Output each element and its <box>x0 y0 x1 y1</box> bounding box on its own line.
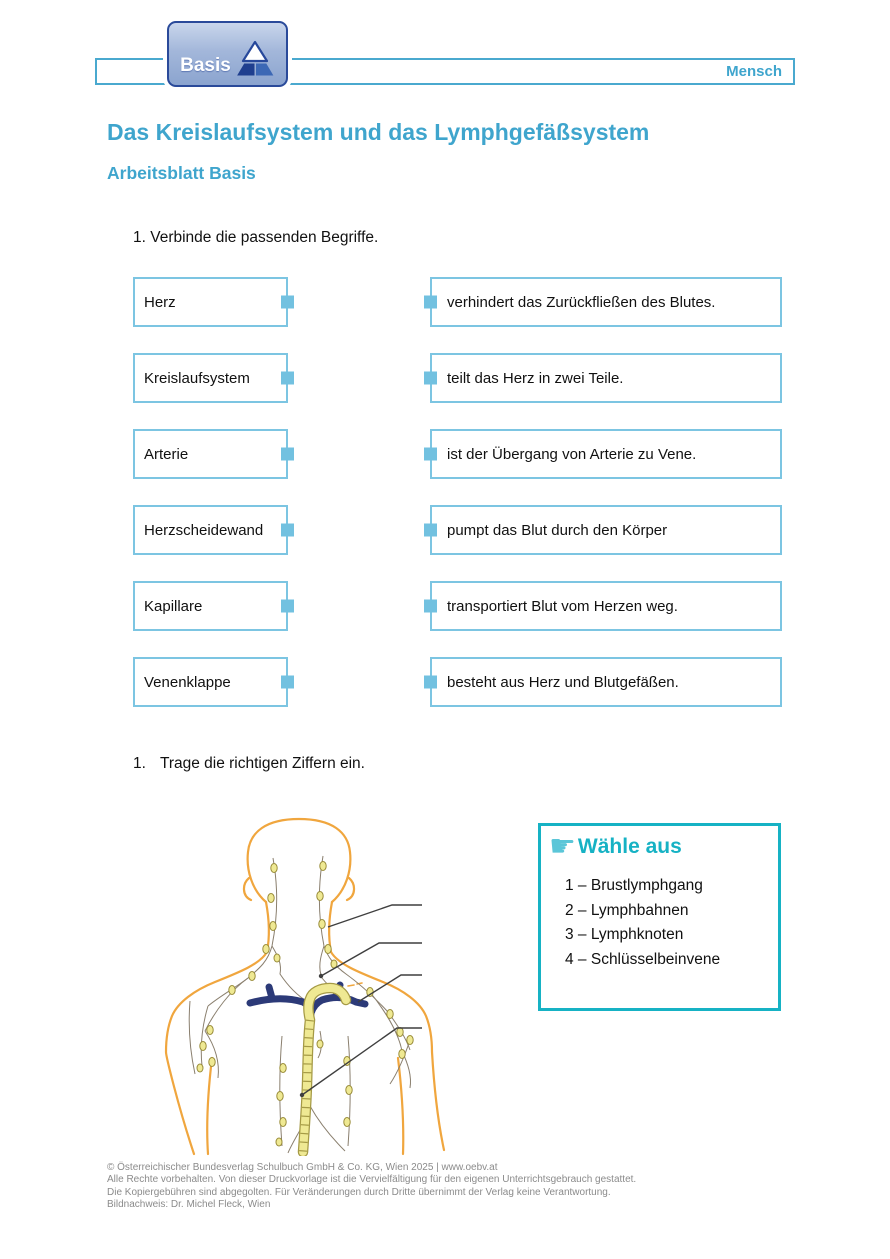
match-row <box>133 581 782 631</box>
connector-dot[interactable] <box>281 676 294 689</box>
choice-box <box>538 823 781 1011</box>
choice-item: 1 – Brustlymphgang <box>565 877 703 894</box>
definition-box-2[interactable] <box>430 353 782 403</box>
connector-dot[interactable] <box>424 676 437 689</box>
definition-box-1[interactable] <box>430 277 782 327</box>
definition-box-6[interactable] <box>430 657 782 707</box>
term-box-herzscheidewand[interactable] <box>133 505 288 555</box>
page-title: Das Kreislaufsystem und das Lymphgefäßsystem <box>107 119 650 145</box>
definition-label: besteht aus Herz und Blutgefäßen. <box>447 673 679 691</box>
choice-item: 4 – Schlüsselbeinvene <box>565 950 721 968</box>
definition-label: verhindert das Zurückfließen des Blutes. <box>447 293 716 311</box>
connector-dot[interactable] <box>424 372 437 385</box>
connector-dot[interactable] <box>281 372 294 385</box>
term-label: Arterie <box>144 445 189 463</box>
footer-line: Die Kopiergebühren sind abgegolten. Für Veränderungen durch Dritte übernimmt der Verlag keine Verantwortung. <box>107 1186 611 1198</box>
match-row <box>133 353 782 403</box>
connector-dot[interactable] <box>281 296 294 309</box>
definition-label: transportiert Blut vom Herzen weg. <box>447 597 678 615</box>
choice-item: 2 – Lymphbahnen <box>565 901 689 919</box>
basis-pyramid-icon <box>235 40 275 78</box>
connector-dot[interactable] <box>281 600 294 613</box>
matching-exercise <box>133 277 782 707</box>
definition-label: teilt das Herz in zwei Teile. <box>447 369 624 387</box>
page-subtitle: Arbeitsblatt Basis <box>107 163 256 183</box>
lymphatic-system-diagram <box>160 806 460 1156</box>
basis-logo-label: Basis <box>180 55 231 76</box>
match-row <box>133 429 782 479</box>
footer-line: Alle Rechte vorbehalten. Von dieser Druckvorlage ist die Vervielfältigung für den eigenen Unterrichtsgebrauch gestattet. <box>107 1174 637 1186</box>
term-box-venenklappe[interactable] <box>133 657 288 707</box>
basis-logo <box>167 21 288 87</box>
term-box-kapillare[interactable] <box>133 581 288 631</box>
exercise2-text: Trage die richtigen Ziffern ein. <box>159 755 365 772</box>
choice-item: 3 – Lymphknoten <box>565 926 684 944</box>
definition-box-3[interactable] <box>430 429 782 479</box>
connector-dot[interactable] <box>424 524 437 537</box>
definition-box-5[interactable] <box>430 581 782 631</box>
choice-item-list <box>565 874 778 972</box>
term-label: Herzscheidewand <box>144 521 264 539</box>
term-label: Kreislaufsystem <box>144 369 250 387</box>
definition-label: pumpt das Blut durch den Körper <box>447 521 668 539</box>
connector-dot[interactable] <box>424 296 437 309</box>
pointing-hand-icon: ☛ <box>549 830 576 863</box>
chapter-label: Mensch <box>726 63 782 80</box>
term-label: Kapillare <box>144 597 203 615</box>
choice-box-header <box>549 832 778 862</box>
match-row <box>133 277 782 327</box>
term-box-kreislaufsystem[interactable] <box>133 353 288 403</box>
match-row <box>133 505 782 555</box>
term-box-herz[interactable] <box>133 277 288 327</box>
exercise1-instruction: 1. Verbinde die passenden Begriffe. <box>133 229 379 246</box>
footer-line: © Österreichischer Bundesverlag Schulbuch GmbH & Co. KG, Wien 2025 | www.oebv.at <box>107 1162 498 1173</box>
term-label: Venenklappe <box>144 673 231 691</box>
footer-imprint <box>107 1162 636 1212</box>
definition-box-4[interactable] <box>430 505 782 555</box>
connector-dot[interactable] <box>281 448 294 461</box>
term-box-arterie[interactable] <box>133 429 288 479</box>
footer-line: Bildnachweis: Dr. Michel Fleck, Wien <box>107 1199 271 1211</box>
connector-dot[interactable] <box>424 600 437 613</box>
exercise2-instruction <box>133 755 365 773</box>
match-row <box>133 657 782 707</box>
exercise2-number: 1. <box>133 755 146 772</box>
connector-dot[interactable] <box>424 448 437 461</box>
connector-dot[interactable] <box>281 524 294 537</box>
term-label: Herz <box>144 293 176 311</box>
choice-box-title: Wähle aus <box>577 835 682 858</box>
definition-label: ist der Übergang von Arterie zu Vene. <box>447 445 697 463</box>
